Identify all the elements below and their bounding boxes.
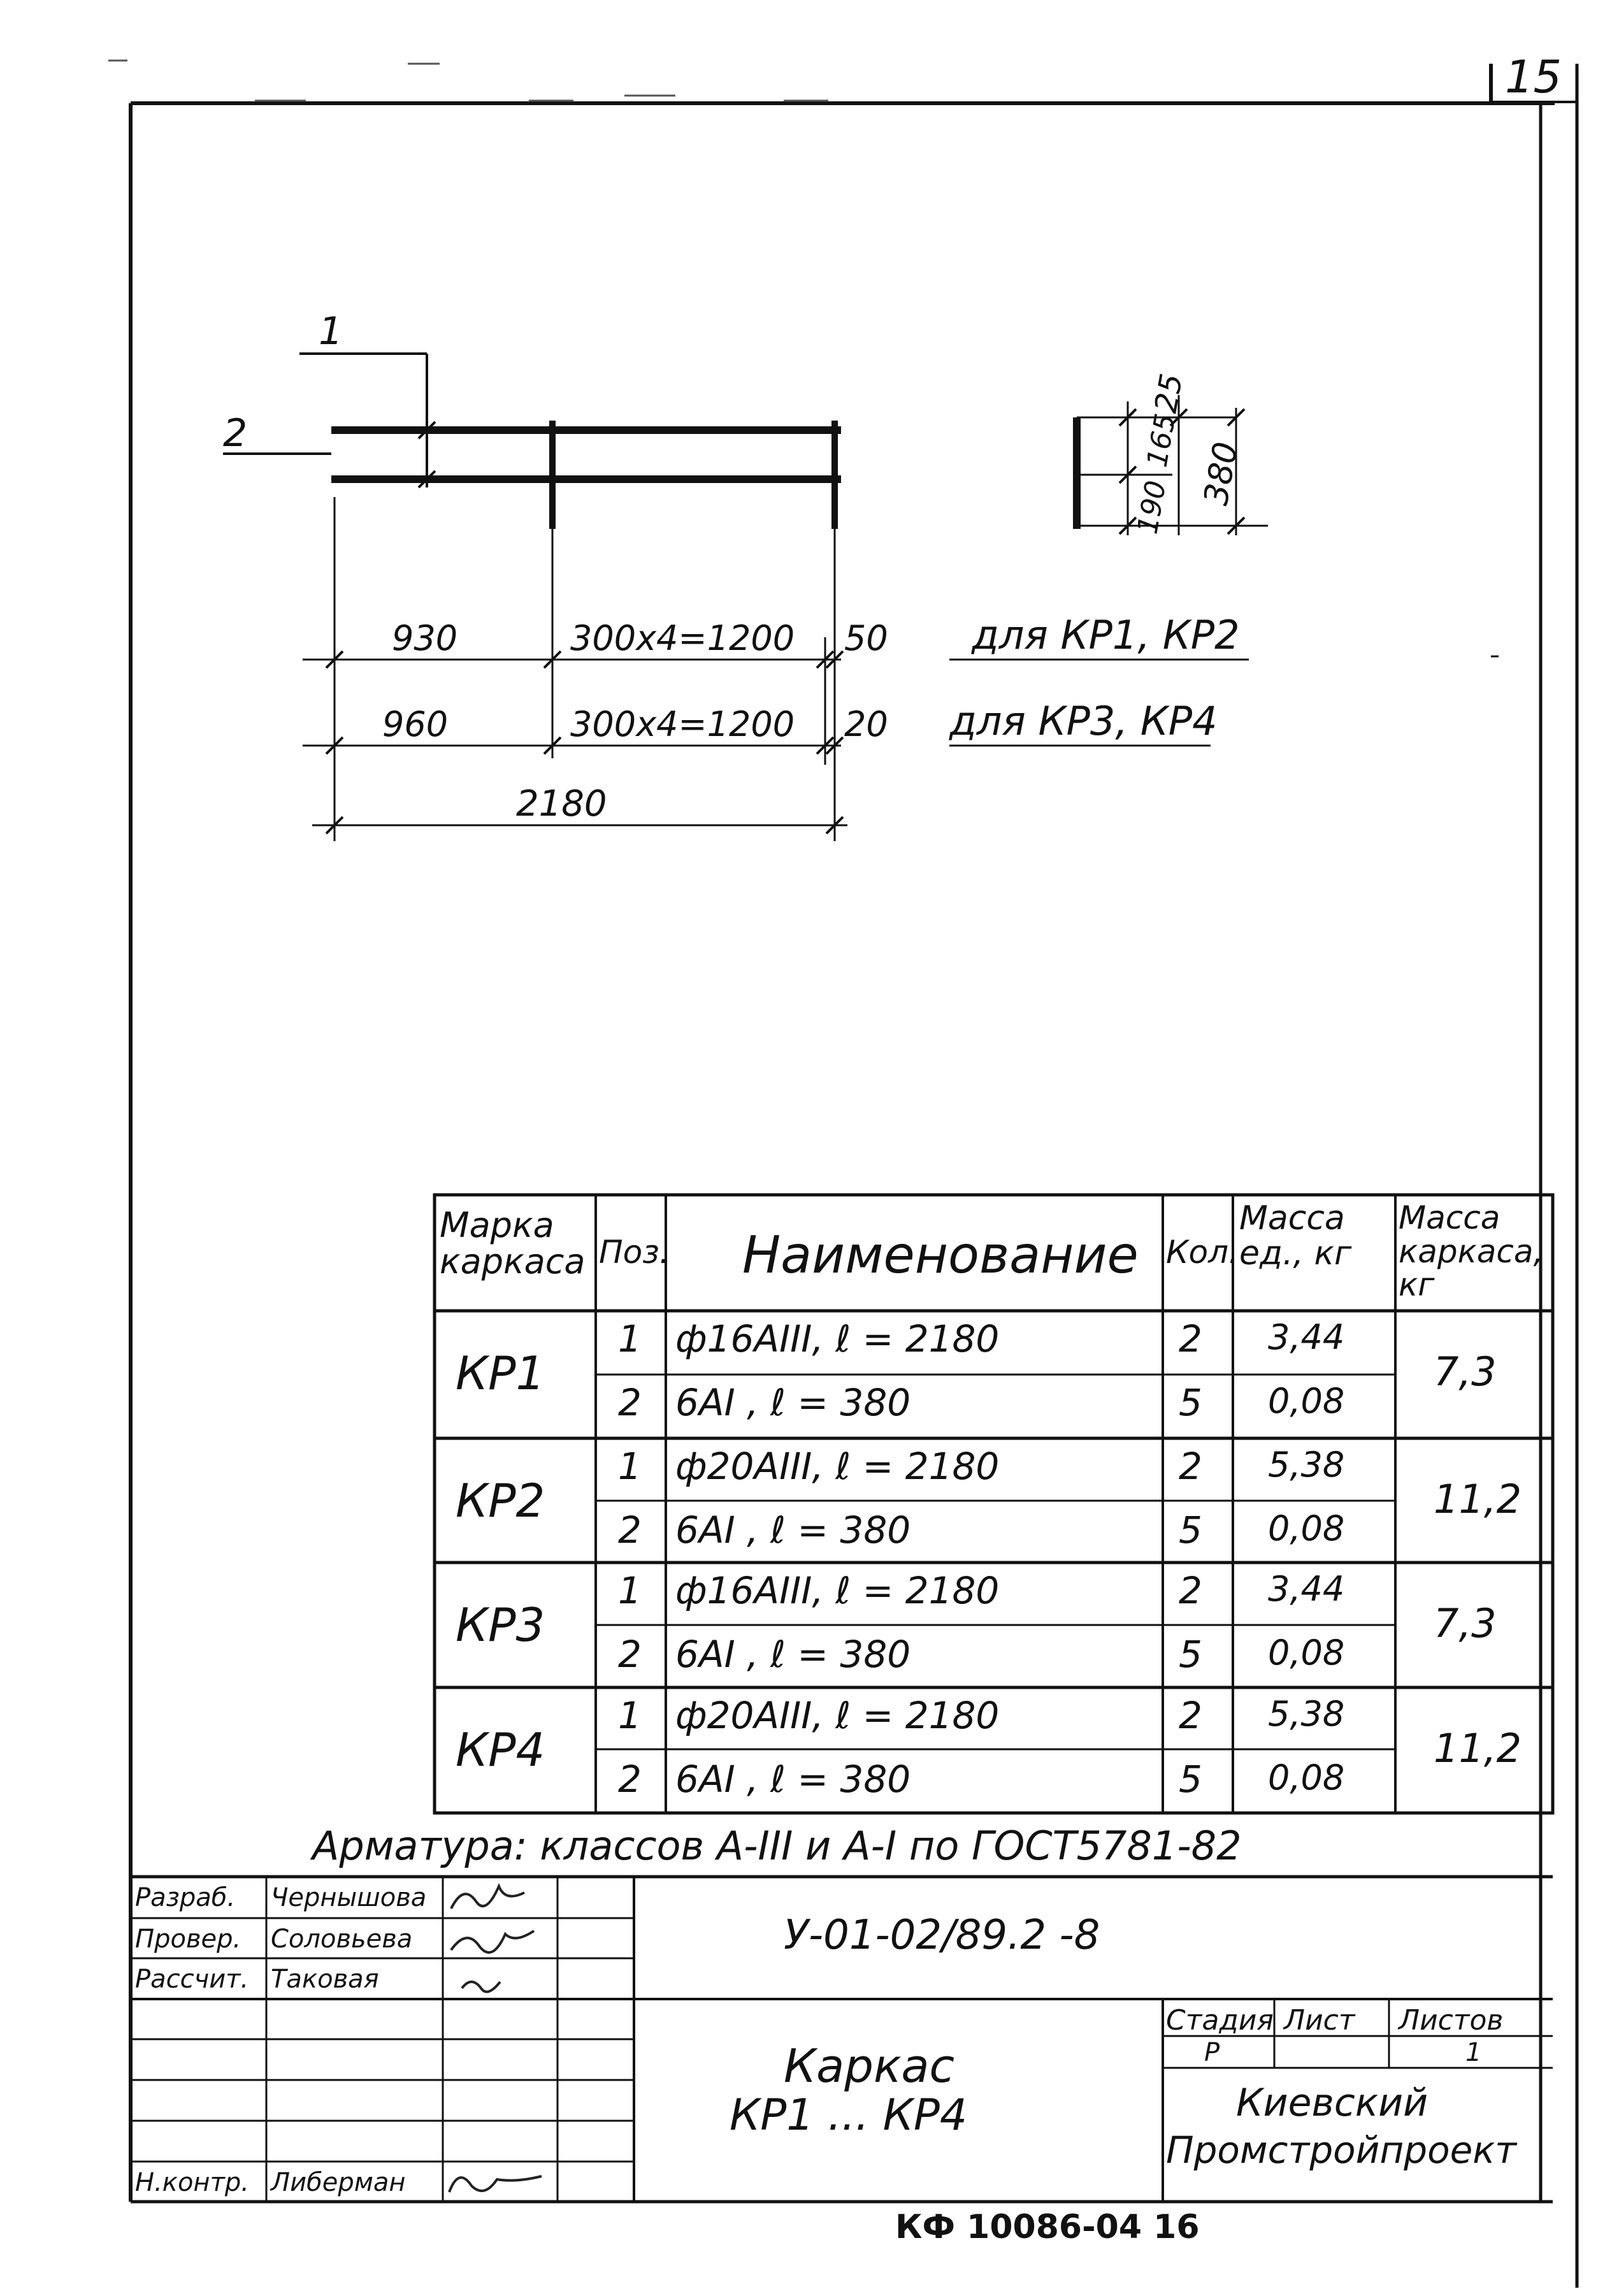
position-number: 2 [618, 1381, 642, 1424]
role-label: Н.контр. [135, 2168, 249, 2197]
role-label: Провер. [135, 1924, 241, 1954]
item-name: 6АI , ℓ = 380 [675, 1381, 911, 1424]
item-name: 6АI , ℓ = 380 [675, 1633, 911, 1676]
person-name: Чернышова [271, 1883, 427, 1912]
role-label: Разраб. [135, 1883, 236, 1912]
item-name: ф20АIII, ℓ = 2180 [675, 1445, 1000, 1488]
position-label-2: 2 [223, 411, 248, 456]
sheet-number: 15 [1505, 51, 1562, 103]
item-name: ф16АIII, ℓ = 2180 [675, 1569, 1000, 1612]
dim-50: 50 [844, 618, 888, 658]
position-number: 2 [618, 1508, 642, 1552]
dim-2180: 2180 [516, 783, 607, 825]
frame-total-mass: 7,3 [1434, 1348, 1497, 1395]
frame-mark: КР3 [456, 1598, 545, 1652]
item-name: 6АI , ℓ = 380 [675, 1508, 911, 1552]
organization-line2: Промстройпроект [1166, 2128, 1517, 2172]
item-unit-mass: 3,44 [1268, 1317, 1345, 1357]
dim-note-kr3-kr4: для КР3, КР4 [949, 698, 1218, 744]
item-unit-mass: 0,08 [1268, 1381, 1345, 1421]
item-unit-mass: 5,38 [1268, 1445, 1345, 1485]
scan-marks [108, 61, 828, 101]
frame-mark: КР1 [456, 1347, 545, 1400]
item-unit-mass: 5,38 [1268, 1694, 1345, 1734]
position-number: 1 [618, 1694, 642, 1737]
dim-1200-b: 300x4=1200 [570, 704, 795, 744]
frame-total-mass: 11,2 [1434, 1476, 1522, 1522]
role-label: Рассчит. [135, 1965, 249, 1994]
stage-value: Р [1204, 2038, 1220, 2067]
position-number: 2 [618, 1633, 642, 1676]
position-label-1: 1 [319, 309, 343, 354]
item-name: ф16АIII, ℓ = 2180 [675, 1317, 1000, 1361]
header-name: Наименование [742, 1225, 1139, 1285]
frame-mark: КР4 [456, 1723, 545, 1777]
section-dim-25: 25 [1148, 371, 1190, 416]
dim-960: 960 [382, 704, 449, 744]
header-unit-mass: Масса ед., кг [1239, 1199, 1352, 1273]
section-dim-380: 380 [1197, 439, 1246, 509]
position-number: 1 [618, 1317, 642, 1361]
dim-20: 20 [844, 704, 888, 744]
document-code: У-01-02/89.2 -8 [784, 1912, 1100, 1959]
drawing-title-line1: Каркас [784, 2039, 955, 2093]
frame-total-mass: 7,3 [1434, 1600, 1497, 1647]
person-name: Соловьева [271, 1924, 413, 1954]
item-quantity: 2 [1179, 1569, 1202, 1612]
section-dim-190: 190 [1131, 478, 1173, 537]
item-quantity: 2 [1179, 1445, 1202, 1488]
header-qty: Кол. [1166, 1234, 1239, 1271]
person-name: Либерман [271, 2168, 406, 2197]
sheets-value: 1 [1465, 2038, 1482, 2067]
sheet-label: Лист [1284, 2004, 1355, 2037]
item-unit-mass: 0,08 [1268, 1633, 1345, 1673]
position-number: 2 [618, 1758, 642, 1801]
item-unit-mass: 0,08 [1268, 1508, 1345, 1549]
item-unit-mass: 3,44 [1268, 1569, 1345, 1609]
header-pos: Поз. [599, 1234, 670, 1271]
frame-total-mass: 11,2 [1434, 1725, 1522, 1772]
organization-line1: Киевский [1236, 2081, 1428, 2125]
drawing-title-line2: КР1 ... КР4 [730, 2090, 968, 2141]
header-frame-mass: Масса каркаса, кг [1399, 1199, 1544, 1303]
item-name: 6АI , ℓ = 380 [675, 1758, 911, 1801]
position-number: 1 [618, 1445, 642, 1488]
item-quantity: 5 [1179, 1633, 1202, 1676]
reinforcement-note: Арматура: классов А-III и А-I по ГОСТ5781-82 [312, 1823, 1242, 1869]
footer-code: КФ 10086-04 16 [895, 2208, 1200, 2246]
item-quantity: 5 [1179, 1381, 1202, 1424]
item-unit-mass: 0,08 [1268, 1758, 1345, 1798]
person-name: Таковая [271, 1965, 379, 1994]
item-name: ф20АIII, ℓ = 2180 [675, 1694, 1000, 1737]
dim-930: 930 [392, 618, 458, 658]
header-mark: Марка каркаса [440, 1205, 586, 1282]
item-quantity: 5 [1179, 1508, 1202, 1552]
dim-1200-a: 300x4=1200 [570, 618, 795, 658]
sheets-label: Листов [1399, 2004, 1504, 2037]
dim-note-kr1-kr2: для КР1, КР2 [972, 612, 1240, 658]
item-quantity: 2 [1179, 1317, 1202, 1361]
stage-label: Стадия [1166, 2004, 1274, 2037]
elevation-drawing [223, 354, 1249, 841]
item-quantity: 5 [1179, 1758, 1202, 1801]
item-quantity: 2 [1179, 1694, 1202, 1737]
frame-mark: КР2 [456, 1474, 545, 1527]
position-number: 1 [618, 1569, 642, 1612]
section-dim-165: 165 [1140, 411, 1183, 470]
